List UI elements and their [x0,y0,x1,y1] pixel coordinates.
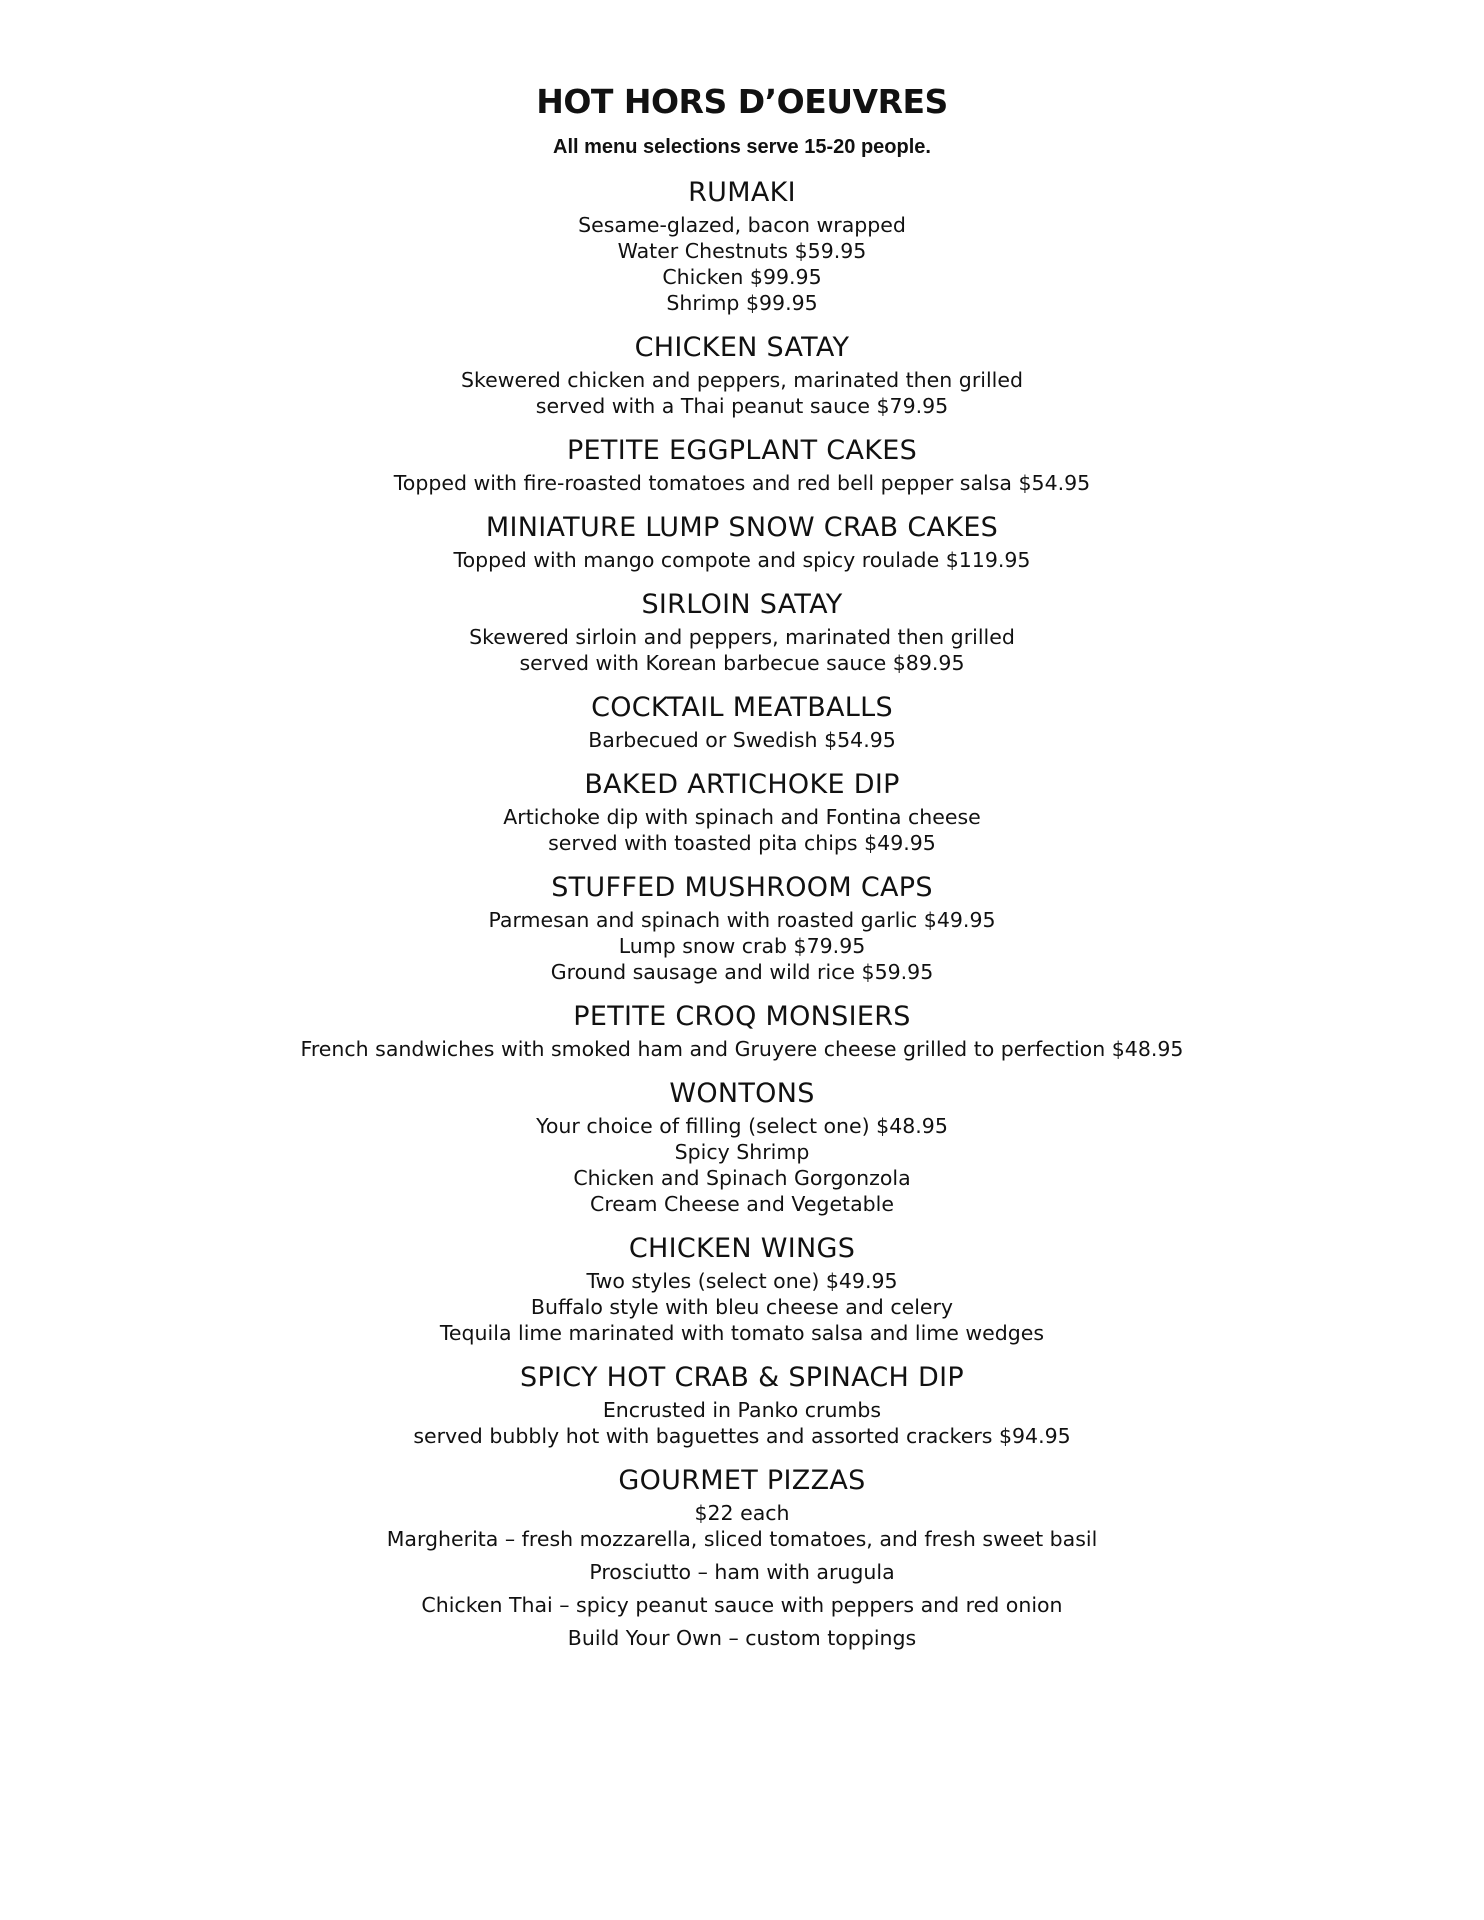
item-line: $22 each [694,1501,790,1525]
item-line: Topped with mango compote and spicy roulade $119.95 [453,548,1031,572]
menu-section-crab-spinach-dip [0,1361,1484,1449]
section-title: SIRLOIN SATAY [641,589,843,620]
item-line: Barbecued or Swedish $54.95 [588,728,896,752]
page-title: HOT HORS D’OEUVRES [536,82,948,121]
item-line: Chicken $99.95 [662,265,822,289]
section-title: SPICY HOT CRAB & SPINACH DIP [520,1362,964,1393]
item-line: Skewered chicken and peppers, marinated then grilled [461,368,1023,392]
menu-section-sirloin-satay [0,588,1484,676]
menu-section-gourmet-pizzas [0,1464,1484,1651]
section-title: WONTONS [669,1078,815,1109]
item-line: Lump snow crab $79.95 [618,934,866,958]
menu-section-meatballs [0,691,1484,753]
item-line: French sandwiches with smoked ham and Gruyere cheese grilled to perfection $48.95 [300,1037,1184,1061]
section-title: STUFFED MUSHROOM CAPS [551,872,933,903]
item-line: Buffalo style with bleu cheese and celery [530,1295,954,1319]
item-line: Water Chestnuts $59.95 [617,239,867,263]
item-line: Skewered sirloin and peppers, marinated then grilled [469,625,1015,649]
item-line: served with toasted pita chips $49.95 [548,831,936,855]
section-title: CHICKEN SATAY [634,332,850,363]
section-title: CHICKEN WINGS [628,1233,856,1264]
serving-note: All menu selections serve 15-20 people. [553,136,931,158]
item-line: Parmesan and spinach with roasted garlic $49.95 [488,908,996,932]
section-title: MINIATURE LUMP SNOW CRAB CAKES [485,512,999,543]
section-title: BAKED ARTICHOKE DIP [584,769,900,800]
item-line: Encrusted in Panko crumbs [602,1398,882,1422]
menu-section-rumaki [0,176,1484,316]
item-line: Chicken and Spinach Gorgonzola [573,1166,911,1190]
item-line: Artichoke dip with spinach and Fontina cheese [503,805,981,829]
section-title: GOURMET PIZZAS [618,1465,866,1496]
item-line: Ground sausage and wild rice $59.95 [550,960,934,984]
menu-section-chicken-wings [0,1232,1484,1346]
item-line: Topped with fire-roasted tomatoes and red bell pepper salsa $54.95 [393,471,1091,495]
item-line: Build Your Own – custom toppings [567,1626,917,1650]
section-title: COCKTAIL MEATBALLS [591,692,893,723]
item-line: Sesame-glazed, bacon wrapped [578,213,906,237]
menu-section-artichoke-dip [0,768,1484,856]
item-line: Chicken Thai – spicy peanut sauce with peppers and red onion [421,1593,1063,1617]
item-line: served bubbly hot with baguettes and assorted crackers $94.95 [413,1424,1071,1448]
menu-section-eggplant-cakes [0,434,1484,496]
section-title: PETITE CROQ MONSIERS [573,1001,911,1032]
item-line: Cream Cheese and Vegetable [590,1192,894,1216]
item-line: served with Korean barbecue sauce $89.95 [519,651,965,675]
menu-section-chicken-satay [0,331,1484,419]
item-line: Two styles (select one) $49.95 [586,1269,898,1293]
item-line: Shrimp $99.95 [666,291,818,315]
item-line: Margherita – fresh mozzarella, sliced tomatoes, and fresh sweet basil [386,1527,1098,1551]
menu-section-croq-monsiers [0,1000,1484,1062]
section-title: RUMAKI [688,177,796,208]
menu-section-wontons [0,1077,1484,1217]
item-line: Spicy Shrimp [674,1140,810,1164]
item-line: served with a Thai peanut sauce $79.95 [535,394,949,418]
menu-section-crab-cakes [0,511,1484,573]
menu-section-mushroom-caps [0,871,1484,985]
item-line: Prosciutto – ham with arugula [589,1560,895,1584]
item-line: Tequila lime marinated with tomato salsa and lime wedges [439,1321,1045,1345]
item-line: Your choice of filling (select one) $48.95 [536,1114,948,1138]
section-title: PETITE EGGPLANT CAKES [566,435,918,466]
